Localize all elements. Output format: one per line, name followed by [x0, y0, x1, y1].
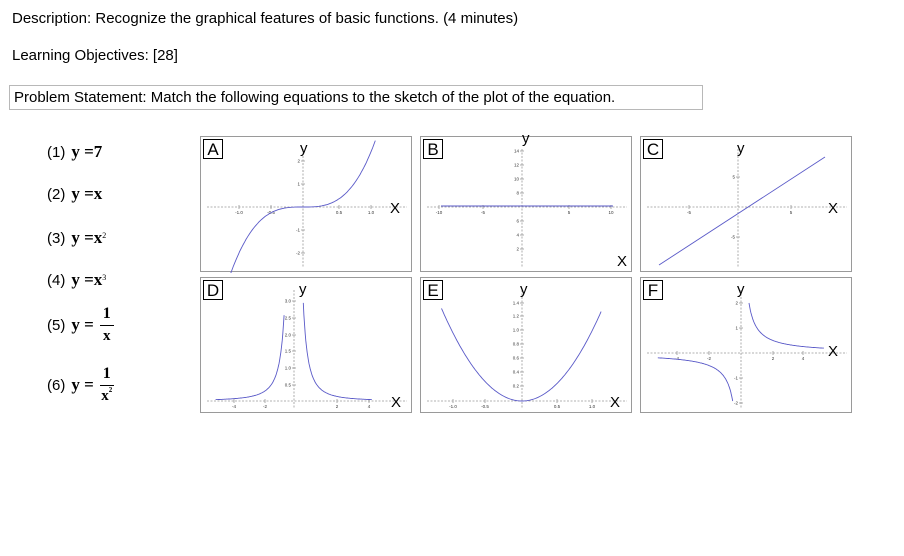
x-tick-label: 10 [608, 210, 614, 215]
x-tick-label: 5 [567, 210, 571, 215]
learning-objectives: Learning Objectives: [28] [12, 47, 178, 64]
y-tick-label: 1.4 [512, 300, 519, 306]
function-curve [659, 157, 825, 265]
equation-rhs: x [93, 228, 103, 247]
y-tick-label: 12 [513, 162, 519, 168]
plot-graphic [201, 137, 413, 273]
y-tick-label: 10 [513, 176, 519, 182]
x-axis-label: X [390, 200, 401, 217]
plot-d [200, 277, 412, 413]
equation-lhs: y = [71, 375, 94, 394]
equation-exponent: 2 [102, 230, 107, 240]
plot-graphic [641, 137, 853, 273]
plot-b [420, 130, 632, 272]
y-tick-label: 2 [735, 300, 738, 306]
x-axis-label: X [391, 394, 402, 411]
x-tick-label: -1.0 [449, 404, 457, 409]
plot-c [640, 136, 852, 272]
x-tick-label: 2 [771, 356, 775, 361]
y-tick-label: 4 [516, 232, 519, 238]
equation-lhs: y = [71, 228, 94, 247]
x-tick-label: -2 [262, 404, 268, 409]
equation-lhs: y = [71, 142, 94, 161]
y-tick-label: 14 [513, 148, 519, 154]
y-tick-label: 2 [516, 246, 519, 252]
function-curve [303, 303, 372, 400]
plot-graphic [421, 278, 633, 414]
y-axis-label: y [737, 281, 745, 298]
equation-lhs: y = [71, 184, 94, 203]
plot-letter: E [423, 280, 443, 300]
equation-2 [47, 184, 102, 204]
fraction-denominator: x [103, 328, 111, 344]
x-tick-label: 1.0 [588, 404, 596, 409]
x-axis-label: X [610, 394, 621, 411]
y-tick-label: 1.5 [284, 348, 291, 354]
x-tick-label: -5 [480, 210, 486, 215]
x-tick-label: -0.5 [267, 210, 275, 215]
y-tick-label: 6 [516, 218, 519, 224]
plot-graphic [421, 137, 633, 273]
y-tick-label: 2.5 [284, 315, 291, 321]
x-tick-label: -4 [674, 356, 680, 361]
x-tick-label: -1.0 [235, 210, 243, 215]
equation-number: (6) [47, 376, 66, 394]
x-tick-label: 4 [801, 356, 805, 361]
equation-rhs: x [93, 184, 103, 203]
function-curve [442, 308, 602, 401]
x-tick-label: -4 [231, 404, 237, 409]
equation-number: (3) [47, 229, 66, 247]
plot-graphic [201, 278, 413, 414]
y-tick-label: 0.5 [284, 382, 291, 388]
y-tick-label: -5 [730, 234, 735, 240]
y-tick-label: -1 [733, 375, 738, 381]
fraction-denominator: $x^2$ [101, 386, 113, 404]
y-tick-label: -1 [295, 227, 300, 233]
equation-5 [47, 306, 114, 344]
plot-letter: D [203, 280, 223, 300]
y-tick-label: 1.0 [284, 365, 291, 371]
y-tick-label: -2 [733, 400, 738, 406]
equation-rhs: 7 [93, 142, 103, 161]
y-tick-label: 0.6 [512, 355, 519, 361]
plot-e [420, 277, 632, 413]
equation-number: (1) [47, 143, 66, 161]
x-axis-label: X [617, 253, 628, 270]
equation-exponent: 3 [102, 272, 107, 282]
y-tick-label: 8 [516, 190, 519, 196]
y-tick-label: -2 [295, 250, 300, 256]
description: Description: Recognize the graphical features of basic functions. (4 minutes) [12, 10, 519, 27]
equation-1 [47, 142, 102, 162]
x-tick-label: 0.5 [335, 210, 343, 215]
x-tick-label: -2 [706, 356, 712, 361]
x-tick-label: -0.5 [481, 404, 489, 409]
y-tick-label: 2 [297, 158, 300, 164]
fraction [100, 306, 114, 344]
equation-number: (5) [47, 316, 66, 334]
y-tick-label: 1 [735, 325, 738, 331]
plot-letter: B [423, 139, 443, 159]
function-curve [216, 315, 285, 399]
fraction-numerator: 1 [100, 306, 114, 326]
x-tick-label: 5 [789, 210, 793, 215]
fraction-numerator: 1 [100, 366, 114, 386]
y-tick-label: 1 [297, 181, 300, 187]
x-tick-label: -10 [435, 210, 443, 215]
x-axis-label: X [828, 343, 839, 360]
function-curve [749, 303, 824, 348]
y-tick-label: 5 [732, 174, 735, 180]
x-axis-label: X [828, 200, 839, 217]
equation-number: (2) [47, 185, 66, 203]
y-tick-label: 0.2 [512, 383, 519, 389]
y-axis-label: y [522, 130, 530, 147]
x-tick-label: 0.5 [553, 404, 561, 409]
y-axis-label: y [737, 140, 745, 157]
x-tick-label: 4 [367, 404, 371, 409]
equation-6 [47, 366, 114, 404]
equation-4 [47, 270, 106, 290]
plot-letter: A [203, 139, 223, 159]
y-tick-label: 1.2 [512, 313, 519, 319]
y-axis-label: y [300, 140, 308, 157]
equation-lhs: y = [71, 315, 94, 334]
y-tick-label: 0.8 [512, 341, 519, 347]
problem-statement: Problem Statement: Match the following equations to the sketch of the plot of the equation. [9, 85, 703, 110]
equation-number: (4) [47, 271, 66, 289]
x-tick-label: 2 [335, 404, 339, 409]
equation-3 [47, 228, 106, 248]
plot-letter: C [643, 139, 663, 159]
plot-letter: F [643, 280, 663, 300]
y-axis-label: y [520, 281, 528, 298]
equation-lhs: y = [71, 270, 94, 289]
plot-a [200, 136, 412, 272]
x-tick-label: 1.0 [367, 210, 375, 215]
y-tick-label: 3.0 [284, 298, 291, 304]
y-axis-label: y [299, 281, 307, 298]
x-tick-label: -5 [686, 210, 692, 215]
function-curve [658, 358, 733, 401]
fraction [100, 366, 114, 404]
plot-graphic [641, 278, 853, 414]
y-tick-label: 1.0 [512, 327, 519, 333]
equation-rhs: x [93, 270, 103, 289]
plot-f [640, 277, 852, 413]
y-tick-label: 2.0 [284, 332, 291, 338]
y-tick-label: 0.4 [512, 369, 519, 375]
